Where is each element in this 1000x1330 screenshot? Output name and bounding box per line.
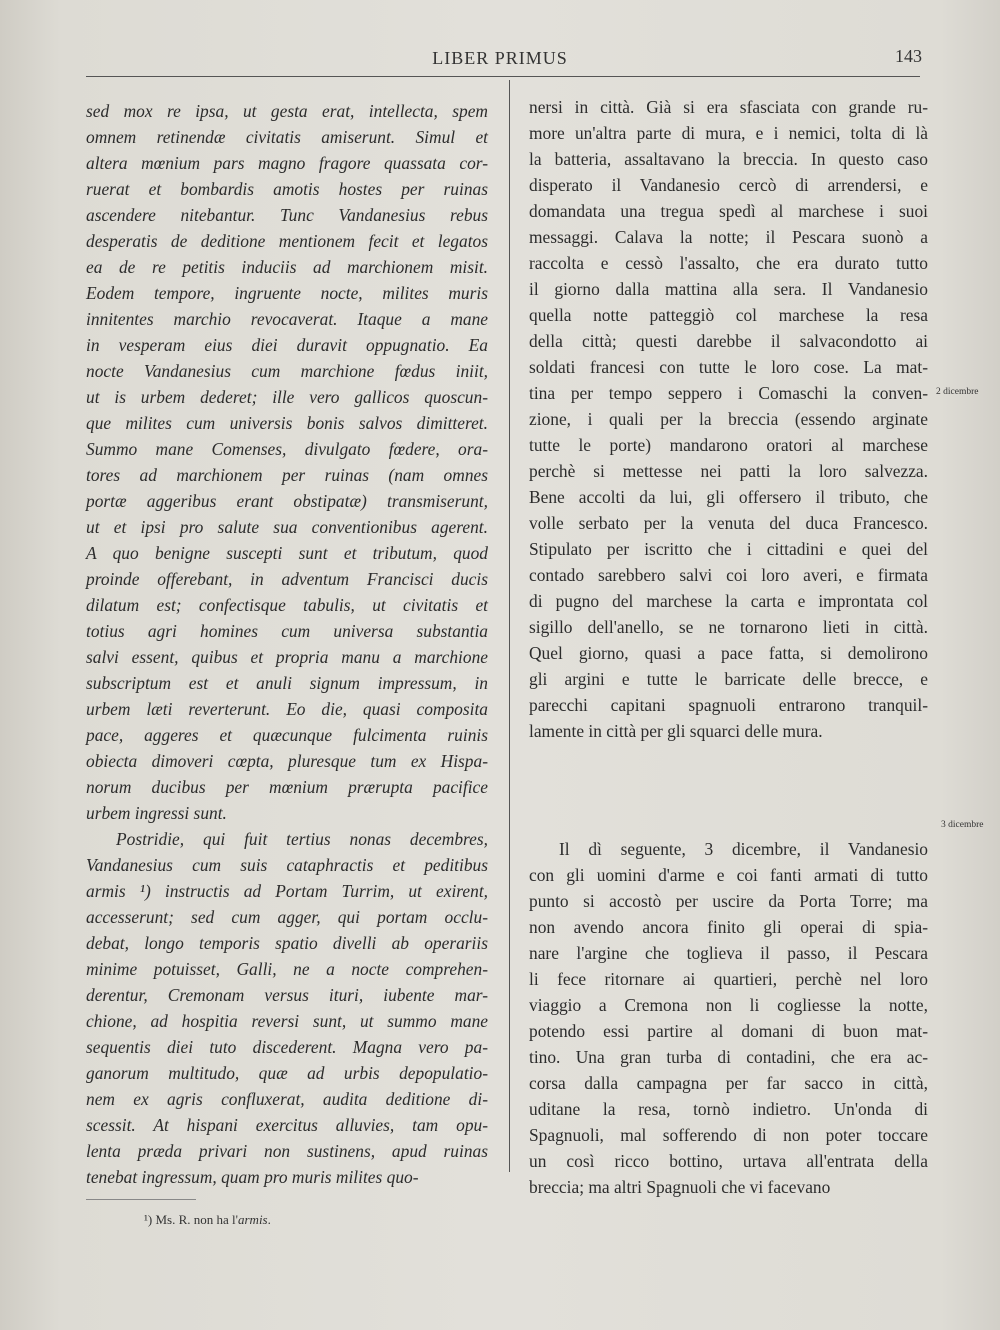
text-line: Eodem tempore, ingruente nocte, milites muris (86, 283, 488, 303)
text-line: armis ¹) instructis ad Portam Turrim, ut exirent, (86, 881, 488, 901)
text-line: ut is urbem dederet; ille vero gallicos quoscun- (86, 387, 488, 407)
text-line: sigillo dell'anello, se ne tornarono lieti in città. (529, 617, 928, 637)
text-line: urbem læti reverterunt. Eo die, quasi composita (86, 699, 488, 719)
latin-paragraph-1 (86, 98, 488, 826)
text-line: A quo benigne suscepti sunt et tributum, quod (86, 543, 488, 563)
text-line: Il dì seguente, 3 dicembre, il Vandanesio (559, 839, 928, 859)
text-line: la batteria, assaltavano la breccia. In questo caso (529, 149, 928, 169)
text-line: Spagnuoli, mal sofferendo di non poter toccare (529, 1125, 928, 1145)
italian-column (529, 94, 928, 1200)
text-line: perchè si mettesse nei patti la loro salvezza. (529, 461, 928, 481)
text-line: punto si accostò per uscire da Porta Torre; ma (529, 891, 928, 911)
text-line: contado sarebbero salvi coi loro averi, e firmata (529, 565, 928, 585)
text-line: gli argini e tutte le barricate delle brecce, e (529, 669, 928, 689)
text-line: que milites cum universis bonis salvos dimitteret. (86, 413, 488, 433)
text-line: tenebat ingressum, quam pro muris milites quo- (86, 1167, 419, 1187)
text-line: obiecta dimoveri cœpta, pluresque tum ex Hispa- (86, 751, 488, 771)
text-line: corsa dalla campagna per far sacco in città, (529, 1073, 928, 1093)
italian-paragraph-2 (529, 836, 928, 1200)
text-line: scessit. At hispani exercitus alluvies, tam opu- (86, 1115, 488, 1135)
text-line: norum ducibus per mœnium prærupta pacifice (86, 777, 488, 797)
text-line: dilatum est; confectisque tabulis, ut civitatis et (86, 595, 488, 615)
page-number: 143 (895, 46, 922, 66)
margin-note-date-1: 2 dicembre (936, 387, 979, 397)
text-line: il giorno dalla mattina alla sera. Il Vandanesio (529, 279, 928, 299)
text-line: ut et ipsi pro salute sua conventionibus agerent. (86, 517, 488, 537)
text-line: quella notte patteggiò col marchese la resa (529, 305, 928, 325)
footnote-end: . (267, 1212, 271, 1227)
text-line: totius agri homines cum universa substantia (86, 621, 488, 641)
text-line: omnem retinendæ civitatis amiserunt. Simul et (86, 127, 488, 147)
text-line: lamente in città per gli squarci delle mura. (529, 721, 823, 741)
text-line: debat, longo temporis spatio divelli ab operariis (86, 933, 488, 953)
footnote (144, 1212, 271, 1228)
text-line: minime potuisset, Galli, ne a nocte comprehen- (86, 959, 488, 979)
text-line: non avendo ancora finito gli operai di spia- (529, 917, 928, 937)
text-line: un così ricco bottino, urtava all'entrata della (529, 1151, 928, 1171)
text-line: nare l'argine che toglieva il passo, il Pescara (529, 943, 928, 963)
text-line: chione, ad hospitia reversi sunt, ut summo mane (86, 1011, 488, 1031)
text-line: innitentes marchio revocaverat. Itaque a mane (86, 309, 488, 329)
text-line: ganorum multitudo, quæ ad urbis depopulatio- (86, 1063, 488, 1083)
text-line: viaggio a Cremona non li cogliesse la notte, (529, 995, 928, 1015)
text-line: more un'altra parte di mura, e i nemici, tolta di là (529, 123, 928, 143)
text-line: accesserunt; sed cum agger, qui portam occlu- (86, 907, 488, 927)
text-line: zione, i quali per la breccia (essendo arginate (529, 409, 928, 429)
text-line: tina per tempo seppero i Comaschi la conven- (529, 383, 928, 403)
text-line: desperatis de deditione mentionem fecit et legatos (86, 231, 488, 251)
text-line: ascendere nitebantur. Tunc Vandanesius rebus (86, 205, 488, 225)
text-line: in vesperam eius diei duravit oppugnatio. Ea (86, 335, 488, 355)
italian-paragraph-1 (529, 94, 928, 744)
footnote-italic-word: armis (238, 1212, 268, 1227)
text-line: sed mox re ipsa, ut gesta erat, intellecta, spem (86, 101, 488, 121)
footnote-rule (86, 1199, 196, 1200)
text-line: raccolta e cessò l'assalto, che era durato tutto (529, 253, 928, 273)
running-title: LIBER PRIMUS (432, 48, 568, 68)
header-rule (86, 76, 920, 77)
text-line: portæ aggeribus erant obstipatæ) transmiserunt, (86, 491, 488, 511)
text-line: lenta præda privari non sustinens, apud ruinas (86, 1141, 488, 1161)
text-line: altera mœnium pars magno fragore quassata cor- (86, 153, 488, 173)
text-line: con gli uomini d'arme e coi fanti armati di tutto (529, 865, 928, 885)
text-line: Postridie, qui fuit tertius nonas decembres, (116, 829, 488, 849)
text-line: salvi essent, quibus et propria manu a marchione (86, 647, 488, 667)
text-line: Vandanesius cum suis cataphractis et peditibus (86, 855, 488, 875)
text-line: ruerat et bombardis amotis hostes per ruinas (86, 179, 488, 199)
text-line: tutte le porte) mandarono oratori al marchese (529, 435, 928, 455)
text-line: nersi in città. Già si era sfasciata con grande ru- (529, 97, 928, 117)
text-line: urbem ingressi sunt. (86, 803, 227, 823)
text-line: soldati francesi con tutte le loro cose. La mat- (529, 357, 928, 377)
text-line: nocte Vandanesius cum marchione fœdus iniit, (86, 361, 488, 381)
text-line: subscriptum est et anuli signum impressum, in (86, 673, 488, 693)
text-line: sequentis diei tuto discederent. Magna vero pa- (86, 1037, 488, 1057)
text-line: proinde offerebant, in adventum Francisci ducis (86, 569, 488, 589)
text-line: tores ad marchionem per ruinas (nam omnes (86, 465, 488, 485)
text-line: Bene accolti da lui, gli offersero il tributo, che (529, 487, 928, 507)
text-line: disperato il Vandanesio cercò di arrendersi, e (529, 175, 928, 195)
text-line: potendo essi partire al domani di buon mat- (529, 1021, 928, 1041)
text-line: li fece ritornare ai quartieri, perchè nel loro (529, 969, 928, 989)
text-line: Summo mane Comenses, divulgato fœdere, ora- (86, 439, 488, 459)
margin-note-date-2: 3 dicembre (941, 820, 984, 830)
text-line: tino. Una gran turba di contadini, che era ac- (529, 1047, 928, 1067)
footnote-text: ¹) Ms. R. non ha l' (144, 1212, 238, 1227)
text-line: pace, aggeres et quæcunque fulcimenta ruinis (86, 725, 488, 745)
text-line: domandata una tregua spedì al marchese i suoi (529, 201, 928, 221)
text-line: Quel giorno, quasi a pace fatta, si demolirono (529, 643, 928, 663)
text-line: volle serbato per la venuta del duca Francesco. (529, 513, 928, 533)
text-line: di pugno del marchese la carta e improntata col (529, 591, 928, 611)
latin-paragraph-2 (86, 826, 488, 1190)
text-line: derentur, Cremonam versus ituri, iubente mar- (86, 985, 488, 1005)
column-divider (509, 80, 510, 1172)
text-line: Stipulato per iscritto che i cittadini e quei del (529, 539, 928, 559)
text-line: parecchi capitani spagnuoli entrarono tranquil- (529, 695, 928, 715)
text-line: breccia; ma altri Spagnuoli che vi facevano (529, 1177, 831, 1197)
text-line: della città; questi darebbe il salvacondotto ai (529, 331, 928, 351)
text-line: uditane la resa, tornò indietro. Un'onda di (529, 1099, 928, 1119)
latin-column (86, 98, 488, 1190)
text-line: ea de re petitis induciis ad marchionem misit. (86, 257, 488, 277)
text-line: nem ex agris confluxerat, audita deditione di- (86, 1089, 488, 1109)
text-line: messaggi. Calava la notte; il Pescara suonò a (529, 227, 928, 247)
